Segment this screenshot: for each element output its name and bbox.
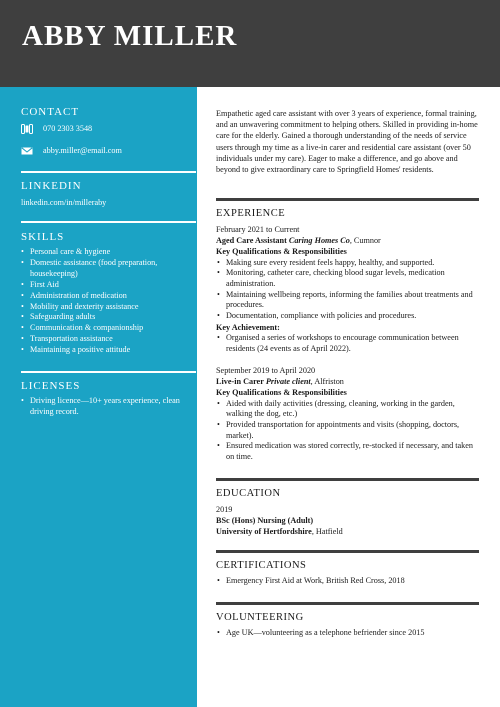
responsibilities-label: Key Qualifications & Responsibilities (216, 247, 347, 257)
linkedin-heading: LINKEDIN (21, 180, 82, 192)
job-role: Live-in Carer (216, 377, 264, 387)
job-dates: February 2021 to Current (216, 225, 300, 234)
skills-section (21, 232, 195, 356)
skill-item: • Safeguarding adults (21, 312, 181, 323)
skill-item: • Maintaining a positive attitude (21, 345, 181, 356)
certifications-list (216, 576, 480, 587)
experience-divider (216, 198, 479, 201)
linkedin-url[interactable]: linkedin.com/in/milleraby (21, 198, 107, 207)
envelope-icon (21, 146, 33, 156)
phone-number[interactable]: 070 2303 3548 (43, 124, 93, 133)
linkedin-divider (21, 221, 196, 223)
sidebar (0, 87, 197, 707)
education-divider (216, 478, 479, 481)
email-address[interactable]: abby.miller@email.com (43, 146, 122, 155)
phone-icon (21, 124, 33, 134)
responsibility-item: • Provided transportation for appointments and visits (shopping, doctors, market). (216, 420, 480, 441)
licenses-section (21, 381, 195, 418)
responsibility-item: • Aided with daily activities (dressing, cleaning, working in the garden, walking the dog, etc.) (216, 399, 480, 420)
job-dates: September 2019 to April 2020 (216, 366, 316, 375)
experience-heading: EXPERIENCE (216, 208, 286, 219)
volunteering-list (216, 628, 480, 639)
contact-divider (21, 171, 196, 173)
responsibility-item: • Making sure every resident feels happy, healthy, and supported. (216, 258, 480, 269)
achievement-list (216, 333, 480, 354)
responsibilities-list (216, 399, 480, 463)
responsibilities-list (216, 258, 480, 322)
license-item: • Driving licence—10+ years experience, clean driving record. (21, 396, 181, 418)
candidate-name: ABBY MILLER (22, 20, 238, 52)
phone-row (21, 123, 92, 134)
education-entry (216, 504, 480, 538)
job-location: , Cumnor (349, 236, 381, 246)
email-row (21, 145, 122, 156)
skill-item: • Mobility and dexterity assistance (21, 302, 181, 313)
job-role: Aged Care Assistant (216, 236, 287, 246)
skill-item: • First Aid (21, 280, 181, 291)
responsibilities-label: Key Qualifications & Responsibilities (216, 388, 347, 398)
achievement-item: • Organised a series of workshops to encourage communication between residents (24 events as of April 2022). (216, 333, 480, 354)
job-location: , Alfriston (310, 377, 344, 387)
skill-item: • Domestic assistance (food preparation, housekeeping) (21, 258, 181, 280)
education-degree: BSc (Hons) Nursing (Adult) (216, 516, 314, 526)
volunteering-item: • Age UK—volunteering as a telephone befriender since 2015 (216, 628, 480, 639)
certifications-entry (216, 576, 480, 587)
responsibility-item: • Documentation, compliance with policies and procedures. (216, 311, 480, 322)
contact-section (21, 106, 195, 155)
contact-heading: CONTACT (21, 106, 80, 118)
job-company: Caring Homes Co (288, 236, 350, 246)
education-school-line (216, 526, 480, 537)
skill-item: • Communication & companionship (21, 323, 181, 334)
skills-heading: SKILLS (21, 231, 65, 243)
responsibility-item: • Monitoring, catheter care, checking blood sugar levels, medication administration. (216, 268, 480, 289)
education-year: 2019 (216, 505, 233, 514)
skill-item: • Transportation assistance (21, 334, 181, 345)
job-entry (216, 224, 480, 354)
education-university: University of Hertfordshire (216, 527, 312, 537)
volunteering-divider (216, 602, 479, 605)
job-entry (216, 365, 480, 463)
summary-block (216, 108, 480, 175)
education-heading: EDUCATION (216, 488, 281, 499)
skills-divider (21, 371, 196, 373)
responsibility-item: • Ensured medication was stored correctly, re-stocked if necessary, and taken on time. (216, 441, 480, 462)
volunteering-heading: VOLUNTEERING (216, 612, 304, 623)
volunteering-entry (216, 628, 480, 639)
certification-item: • Emergency First Aid at Work, British Red Cross, 2018 (216, 576, 480, 587)
licenses-heading: LICENSES (21, 380, 81, 392)
skill-item: • Personal care & hygiene (21, 247, 181, 258)
certifications-heading: CERTIFICATIONS (216, 560, 307, 571)
skill-item: • Administration of medication (21, 291, 181, 302)
profile-summary: Empathetic aged care assistant with over 3 years of experience, formal training, and an unwavering commitment to helping others. Skilled in providing in-home care for the elderly. Gained a thorough understanding of the needs of service users through my time as a live-in carer and residential care assistant (over 50 individuals under my care). Eager to make a difference, and go above and beyond to give extraordinary care to Springfield Homes' residents. (216, 109, 478, 175)
certifications-divider (216, 550, 479, 553)
job-company: Private client (265, 377, 311, 387)
skills-list (21, 247, 181, 356)
education-location: , Hatfield (311, 527, 343, 537)
header-banner (0, 0, 500, 87)
linkedin-section (21, 181, 195, 208)
responsibility-item: • Maintaining wellbeing reports, informing the families about treatments and procedures. (216, 290, 480, 311)
licenses-list (21, 396, 181, 418)
achievement-label: Key Achievement: (216, 322, 280, 332)
job-title-line (216, 376, 480, 387)
job-title-line (216, 235, 480, 246)
